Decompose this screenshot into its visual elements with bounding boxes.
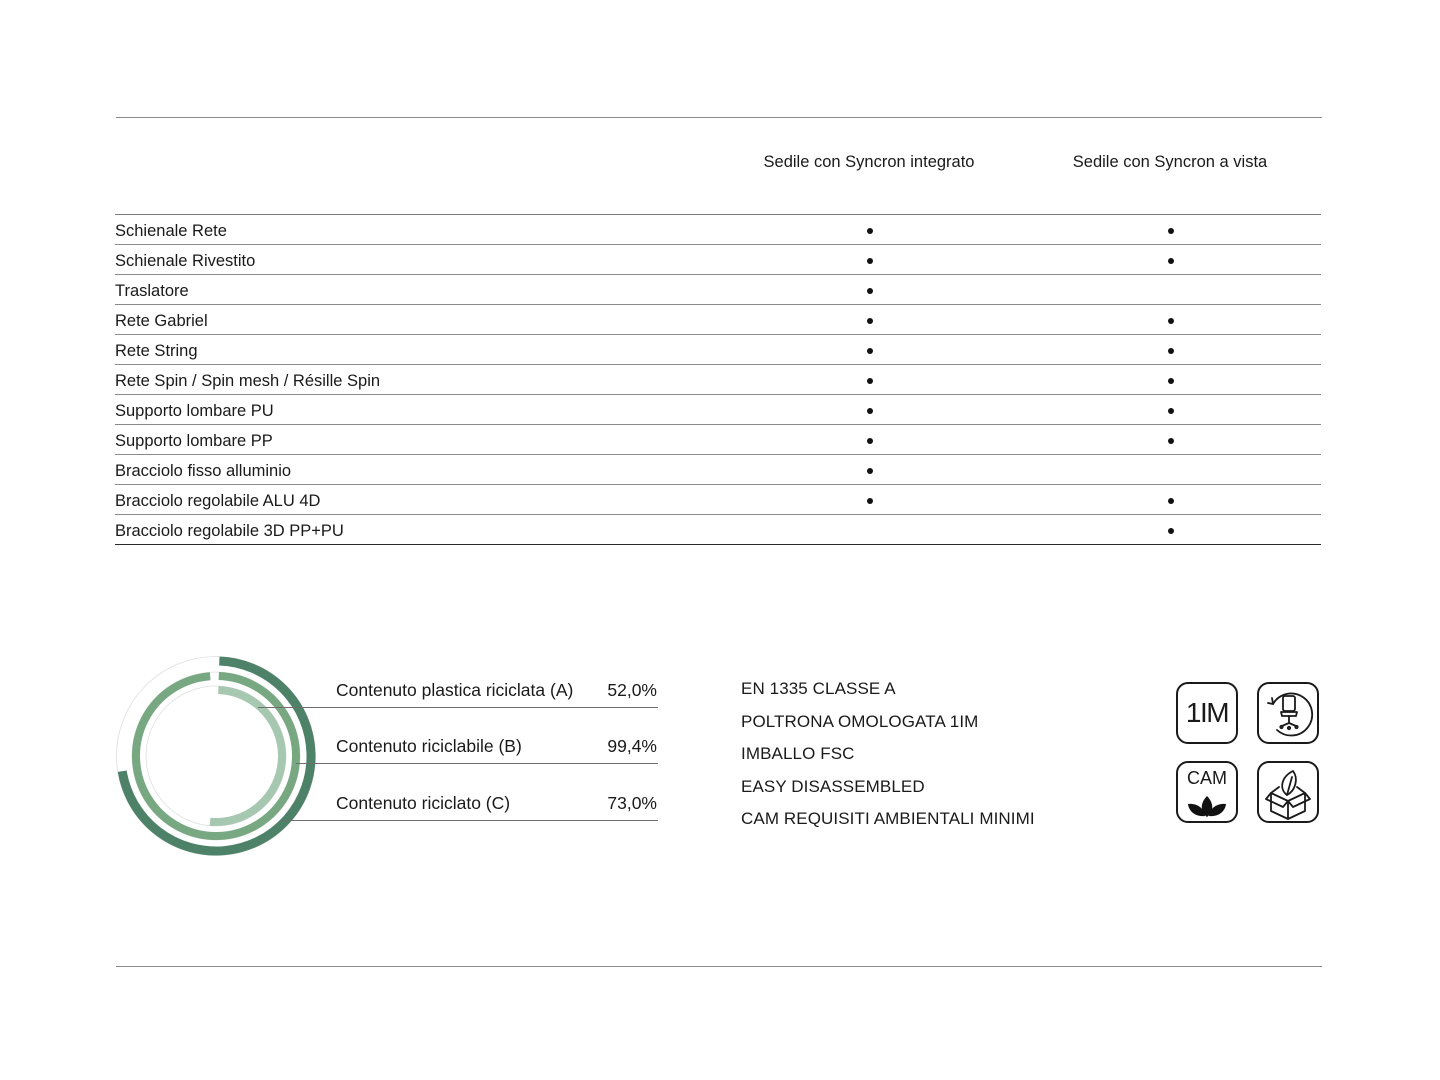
table-row <box>115 335 1321 365</box>
table-row <box>115 305 1321 335</box>
legend-value-b: 99,4% <box>607 736 657 756</box>
row-label: Supporto lombare PU <box>115 402 274 420</box>
legend-row-b <box>258 734 658 764</box>
cert-en1335: EN 1335 CLASSE A <box>741 679 896 698</box>
availability-dot-col-2 <box>1168 318 1174 324</box>
availability-dot-col-1 <box>867 468 873 474</box>
availability-dot-col-1 <box>867 408 873 414</box>
availability-dot-col-1 <box>867 348 873 354</box>
availability-dot-col-1 <box>867 228 873 234</box>
column-header-syncron-a-vista: Sedile con Syncron a vista <box>1072 153 1268 171</box>
top-divider <box>116 117 1322 118</box>
legend-value-c: 73,0% <box>607 793 657 813</box>
cert-cam: CAM REQUISITI AMBIENTALI MINIMI <box>741 809 1035 828</box>
availability-dot-col-2 <box>1168 408 1174 414</box>
row-label: Bracciolo regolabile ALU 4D <box>115 492 321 510</box>
table-header <box>115 140 1321 215</box>
availability-dot-col-2 <box>1168 228 1174 234</box>
cert-easy-disassembled: EASY DISASSEMBLED <box>741 776 925 796</box>
table-row <box>115 245 1321 275</box>
row-label: Supporto lombare PP <box>115 432 273 450</box>
table-row <box>115 215 1321 245</box>
table-row <box>115 275 1321 305</box>
legend-leader-line <box>282 820 658 821</box>
legend-value-a: 52,0% <box>607 680 657 700</box>
table-row <box>115 425 1321 455</box>
availability-dot-col-1 <box>867 258 873 264</box>
legend-row-c <box>258 791 658 821</box>
availability-dot-col-2 <box>1168 378 1174 384</box>
1im-badge-text: 1IM <box>1185 697 1229 728</box>
availability-dot-col-1 <box>867 438 873 444</box>
row-label: Rete Spin / Spin mesh / Résille Spin <box>115 372 381 390</box>
table-row <box>115 485 1321 515</box>
legend-leader-line <box>296 763 658 764</box>
compatibility-table <box>115 140 1321 545</box>
row-label: Traslatore <box>115 282 189 300</box>
table-row <box>115 515 1321 545</box>
availability-dot-col-1 <box>867 378 873 384</box>
legend-row-a <box>258 678 658 708</box>
availability-dot-col-1 <box>867 318 873 324</box>
row-label: Schienale Rete <box>115 222 227 240</box>
certification-list <box>741 678 1035 841</box>
row-label: Schienale Rivestito <box>115 252 256 270</box>
cam-badge-text: CAM <box>1187 768 1227 788</box>
table-row <box>115 455 1321 485</box>
table-body <box>115 215 1321 545</box>
legend-label-c: Contenuto riciclato (C) <box>336 793 511 813</box>
availability-dot-col-2 <box>1168 348 1174 354</box>
row-label: Bracciolo regolabile 3D PP+PU <box>115 522 344 540</box>
row-label: Rete Gabriel <box>115 312 208 330</box>
row-label: Bracciolo fisso alluminio <box>115 462 292 480</box>
column-header-syncron-integrato: Sedile con Syncron integrato <box>763 153 975 171</box>
row-label: Rete String <box>115 342 198 360</box>
table-row <box>115 365 1321 395</box>
availability-dot-col-1 <box>867 498 873 504</box>
disassembly-chair-icon <box>1257 682 1319 744</box>
legend-label-a: Contenuto plastica riciclata (A) <box>336 680 574 700</box>
bottom-divider <box>116 966 1322 967</box>
legend-leader-line <box>258 707 658 708</box>
availability-dot-col-2 <box>1168 528 1174 534</box>
cam-leaves-icon <box>1176 761 1238 823</box>
availability-dot-col-2 <box>1168 438 1174 444</box>
cert-fsc: IMBALLO FSC <box>741 744 855 763</box>
1im-badge-icon <box>1176 682 1238 744</box>
availability-dot-col-1 <box>867 288 873 294</box>
availability-dot-col-2 <box>1168 258 1174 264</box>
cert-1im: POLTRONA OMOLOGATA 1IM <box>741 711 979 731</box>
table-row <box>115 395 1321 425</box>
availability-dot-col-2 <box>1168 498 1174 504</box>
legend-label-b: Contenuto riciclabile (B) <box>336 736 522 756</box>
fsc-box-leaf-icon <box>1257 761 1319 823</box>
